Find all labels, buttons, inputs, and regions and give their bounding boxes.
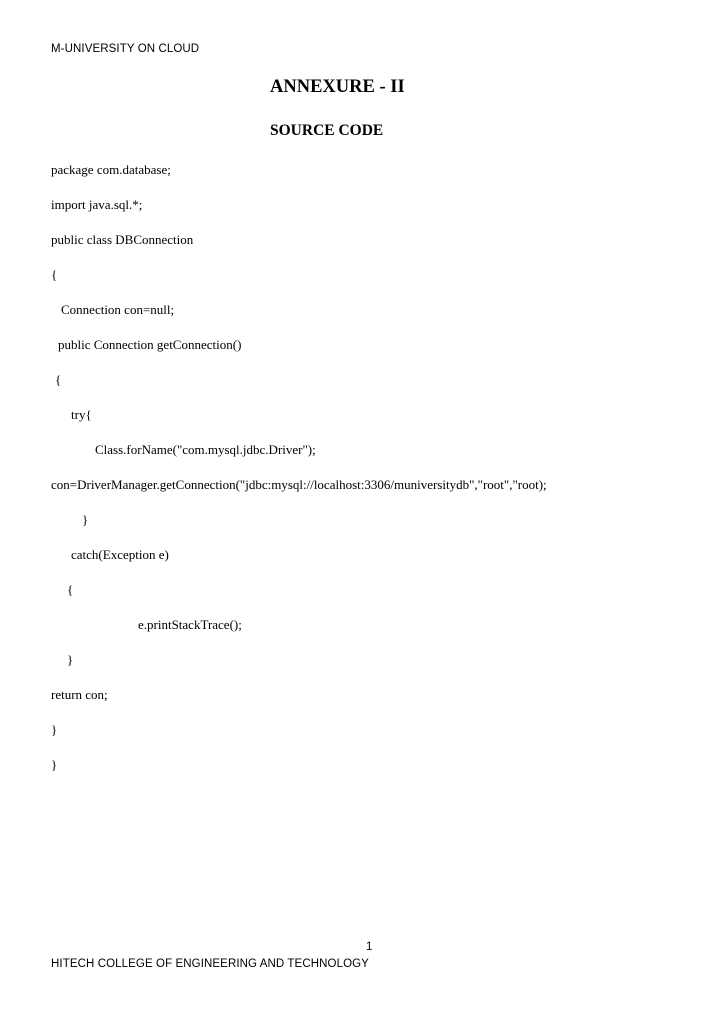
- code-line: Connection con=null;: [61, 302, 175, 317]
- code-line: }: [51, 722, 58, 737]
- page-number: 1: [366, 941, 373, 953]
- page-header: M-UNIVERSITY ON CLOUD: [51, 43, 200, 55]
- code-line: {: [67, 582, 74, 597]
- code-line: import java.sql.*;: [51, 197, 143, 212]
- code-line: {: [51, 267, 58, 282]
- code-line: }: [82, 512, 89, 527]
- page-footer: HITECH COLLEGE OF ENGINEERING AND TECHNOLOGY: [51, 958, 369, 970]
- code-line: {: [55, 372, 62, 387]
- code-line: }: [51, 757, 58, 772]
- code-line: Class.forName("com.mysql.jdbc.Driver");: [95, 442, 316, 457]
- code-line: package com.database;: [51, 162, 171, 177]
- code-line: try{: [71, 407, 92, 422]
- code-line: public class DBConnection: [51, 232, 194, 247]
- code-line: e.printStackTrace();: [138, 617, 242, 632]
- source-code-heading: SOURCE CODE: [270, 122, 384, 139]
- annexure-title: ANNEXURE - II: [270, 77, 405, 97]
- code-line: }: [67, 652, 74, 667]
- code-line: public Connection getConnection(): [58, 337, 242, 352]
- code-line: con=DriverManager.getConnection("jdbc:mysql://localhost:3306/muniversitydb","root","root);: [51, 477, 547, 492]
- code-line: return con;: [51, 687, 108, 702]
- code-line: catch(Exception e): [71, 547, 169, 562]
